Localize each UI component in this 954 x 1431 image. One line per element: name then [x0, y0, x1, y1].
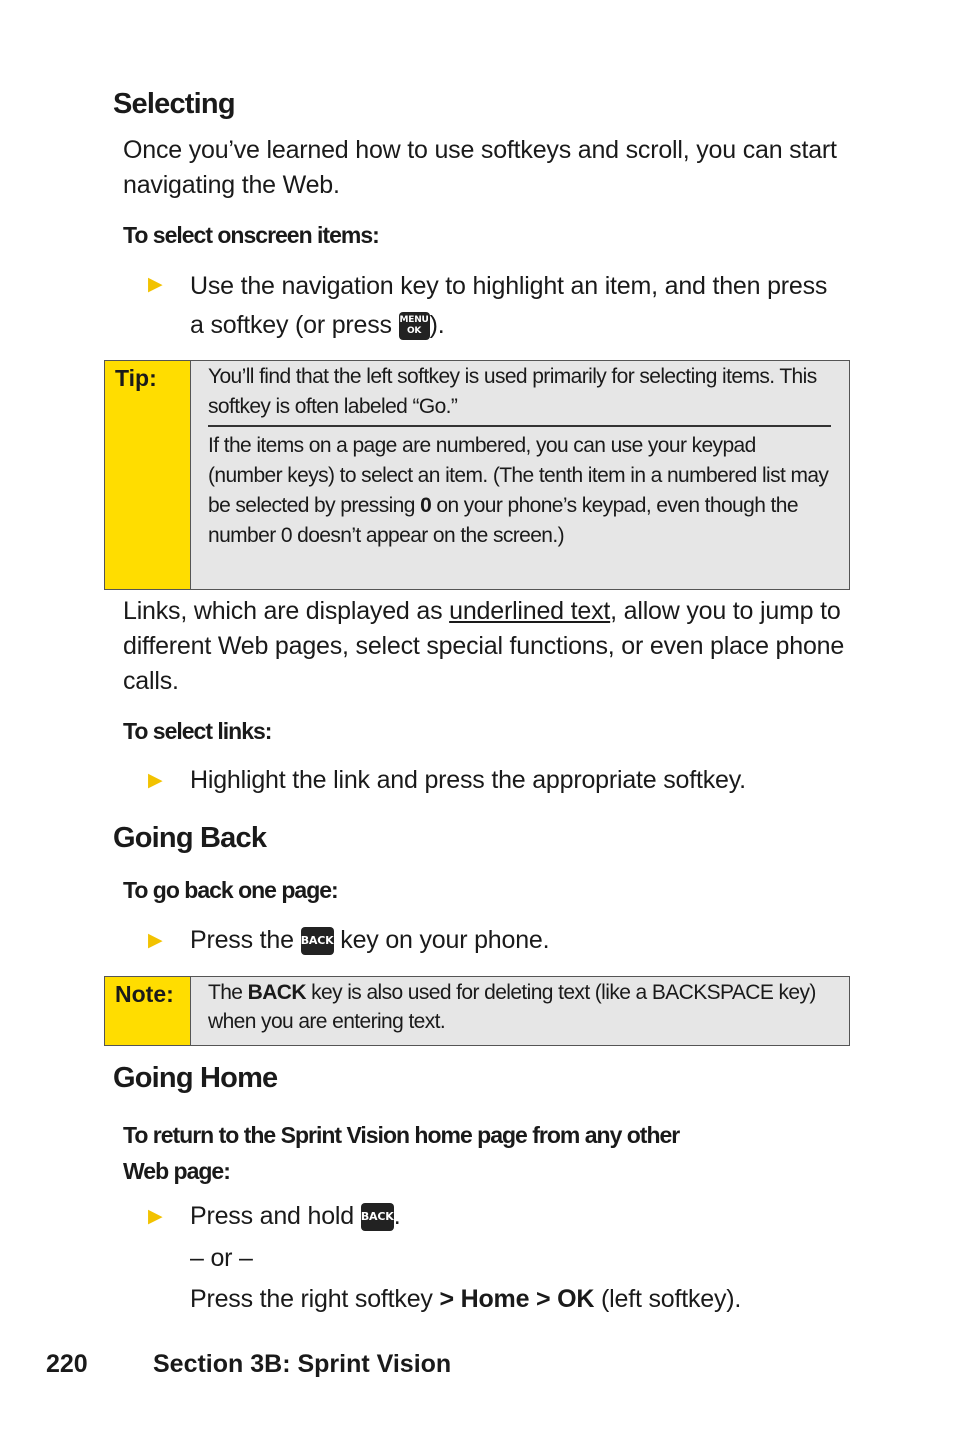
page-number: 220	[46, 1350, 88, 1378]
right-triangle-icon: ▶	[148, 930, 163, 951]
back-key-icon: BACK	[301, 927, 334, 955]
step-right-softkey-home: Press the right softkey > Home > OK (left softkey).	[190, 1285, 742, 1313]
section-heading-selecting: Selecting	[113, 88, 235, 120]
step-highlight-item: Use the navigation key to highlight an item, and then press a softkey (or press MENU OK ).	[190, 272, 828, 339]
note-text: The BACK key is also used for deleting text (like a BACKSPACE key) when you are entering text.	[208, 981, 816, 1033]
tip-label-panel	[105, 361, 191, 589]
tip-paragraph-2: If the items on a page are numbered, you can use your keypad (number keys) to select an item. (The tenth item in a numbered list may be selected by pressing 0 on your phone’s keypad, even though the number 0 doesn’t appear on the screen.)	[208, 434, 829, 547]
underlined-text-example: underlined text	[449, 597, 611, 625]
subheading-return-home: To return to the Sprint Vision home page from any other Web page:	[123, 1122, 680, 1184]
step-press-back: Press the BACK key on your phone.	[190, 926, 550, 954]
selecting-intro: Once you’ve learned how to use softkeys and scroll, you can start navigating the Web.	[123, 136, 837, 199]
menu-ok-key-icon: MENU OK	[399, 312, 430, 340]
step-highlight-link: Highlight the link and press the appropriate softkey.	[190, 766, 746, 794]
links-paragraph: Links, which are displayed as underlined text, allow you to jump to different Web pages, select special functions, or even place phone calls.	[123, 597, 845, 695]
or-separator: – or –	[190, 1244, 253, 1272]
tip-box	[104, 360, 850, 590]
note-box	[104, 976, 850, 1046]
subheading-go-back: To go back one page:	[123, 877, 338, 903]
back-key-icon: BACK	[361, 1203, 394, 1231]
section-heading-going-home: Going Home	[113, 1062, 278, 1094]
right-triangle-icon: ▶	[148, 770, 163, 791]
tip-divider	[208, 425, 831, 427]
note-label: Note:	[115, 981, 174, 1007]
subheading-select-links: To select links:	[123, 718, 272, 744]
tip-label: Tip:	[115, 365, 157, 391]
step-press-hold-back: Press and hold BACK.	[190, 1202, 401, 1230]
subheading-select-onscreen-items: To select onscreen items:	[123, 222, 379, 248]
right-triangle-icon: ▶	[148, 274, 163, 295]
tip-paragraph-1: You’ll find that the left softkey is used primarily for selecting items. This softkey is often labeled “Go.”	[208, 365, 817, 418]
section-footer: Section 3B: Sprint Vision	[153, 1350, 452, 1378]
right-triangle-icon: ▶	[148, 1206, 163, 1227]
note-label-panel	[105, 977, 191, 1045]
section-heading-going-back: Going Back	[113, 822, 267, 854]
